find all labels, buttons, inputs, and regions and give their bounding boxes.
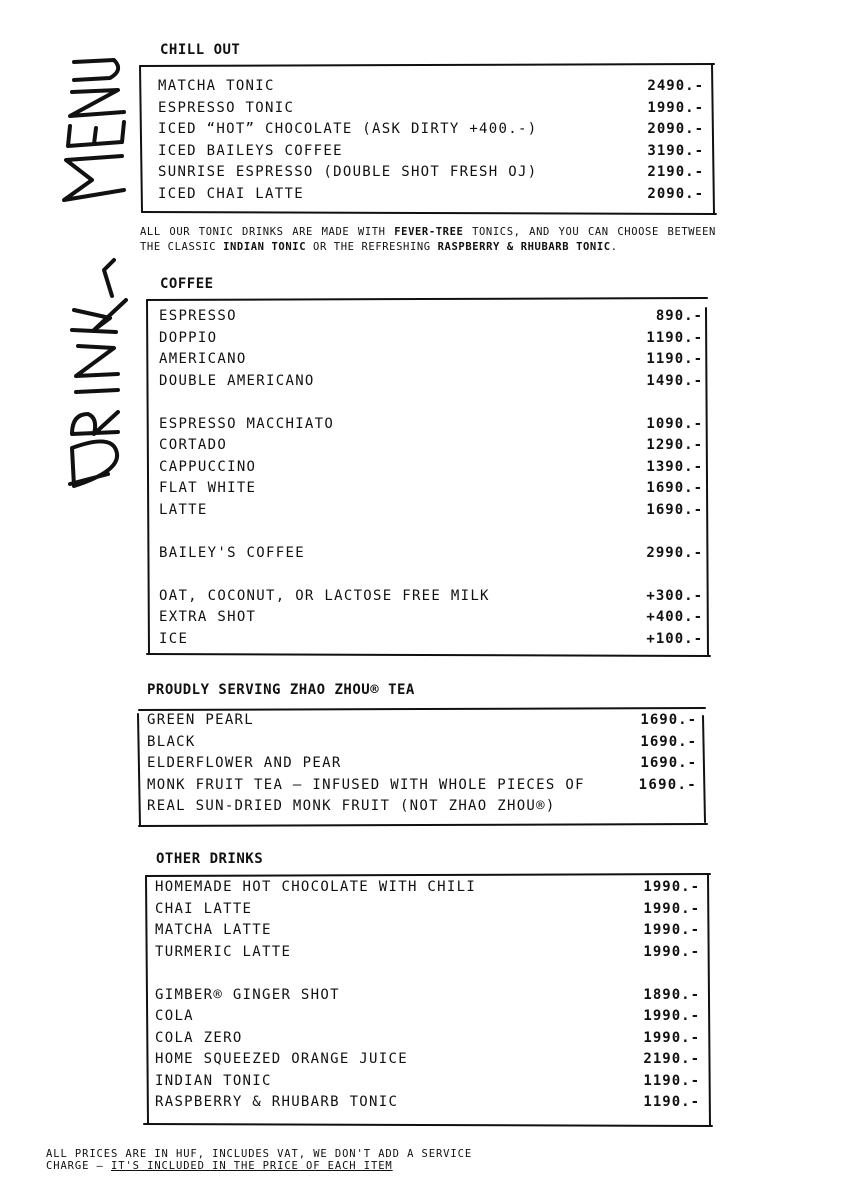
item-price: 1490.- — [646, 372, 703, 389]
note-text: TONICS, AND YOU CAN CHOOSE BETWEEN THE CLASSIC — [140, 226, 716, 253]
item-price: 1190.- — [643, 1072, 700, 1089]
item-price: 1390.- — [646, 458, 703, 475]
item-name: MATCHA TONIC — [158, 78, 275, 94]
item-name: ESPRESSO — [159, 308, 237, 324]
item-price: 1990.- — [643, 922, 700, 938]
item-name: ELDERFLOWER AND PEAR — [147, 755, 342, 771]
item-price: 1990.- — [643, 1008, 700, 1024]
item-name: SUNRISE ESPRESSO (DOUBLE SHOT FRESH OJ) — [158, 164, 538, 180]
item-name: GIMBER® GINGER SHOT — [155, 986, 340, 1003]
spacer — [159, 564, 703, 586]
list-item — [159, 629, 703, 651]
list-item — [147, 732, 697, 754]
list-item — [147, 753, 697, 775]
item-price: 1090.- — [646, 415, 703, 432]
item-price: 1690.- — [640, 733, 697, 750]
item-price: 3190.- — [647, 142, 704, 159]
coffee-title: COFFEE — [160, 276, 214, 292]
item-name: DOUBLE AMERICANO — [159, 372, 315, 389]
list-item — [159, 414, 703, 436]
item-name: OAT, COCONUT, OR LACTOSE FREE MILK — [159, 587, 490, 604]
spacer — [159, 392, 703, 414]
list-item — [155, 1071, 700, 1093]
note-highlight: INDIAN TONIC — [223, 241, 307, 253]
item-name: INDIAN TONIC — [155, 1072, 272, 1089]
chill-out-title: CHILL OUT — [160, 42, 241, 58]
item-price: 1690.- — [638, 776, 697, 793]
tea-box — [135, 706, 707, 830]
list-item — [147, 710, 697, 732]
list-item — [159, 586, 703, 608]
list-item — [159, 306, 703, 328]
list-item — [155, 877, 700, 899]
drink-menu-title-lettering — [14, 30, 134, 500]
item-name: HOME SQUEEZED ORANGE JUICE — [155, 1051, 408, 1067]
list-item — [159, 371, 703, 393]
item-name: EXTRA SHOT — [159, 609, 257, 625]
list-item — [159, 435, 703, 457]
other-drinks-box — [142, 872, 712, 1128]
list-item — [159, 349, 703, 371]
item-name: BLACK — [147, 733, 196, 750]
item-name: GREEN PEARL — [147, 712, 255, 728]
item-price: +100.- — [646, 630, 703, 647]
item-price: 2090.- — [647, 121, 704, 137]
note-brand: FEVER-TREE — [394, 226, 464, 238]
item-name: BAILEY'S COFFEE — [159, 544, 305, 561]
list-item — [158, 76, 704, 98]
price-footnote — [46, 1148, 472, 1172]
list-item — [159, 328, 703, 350]
list-item — [155, 899, 700, 921]
list-item — [159, 457, 703, 479]
item-name: COLA — [155, 1008, 194, 1024]
list-item — [155, 1049, 700, 1071]
item-name: TURMERIC LATTE — [155, 943, 292, 960]
item-price: 1690.- — [646, 501, 703, 518]
item-price: 1690.- — [640, 712, 697, 728]
item-name: COLA ZERO — [155, 1029, 243, 1046]
item-price: 1690.- — [646, 480, 703, 496]
footnote-underlined: IT'S INCLUDED IN THE PRICE OF EACH ITEM — [111, 1160, 393, 1172]
item-name: MONK FRUIT TEA — INFUSED WITH WHOLE PIECES OF REAL SUN-DRIED MONK FRUIT (NOT ZHAO ZHOU®) — [147, 776, 585, 814]
footnote-prefix: CHARGE — — [46, 1160, 111, 1172]
list-item — [159, 607, 703, 629]
list-item — [158, 184, 704, 206]
item-price: +400.- — [646, 609, 703, 625]
item-price: 2990.- — [646, 544, 703, 561]
item-price: 1190.- — [643, 1094, 700, 1110]
list-item — [159, 500, 703, 522]
list-item — [155, 1092, 700, 1114]
item-name: DOPPIO — [159, 329, 218, 346]
item-name: ICED BAILEYS COFFEE — [158, 142, 343, 159]
item-name: CORTADO — [159, 437, 228, 453]
list-item — [155, 1006, 700, 1028]
item-name: LATTE — [159, 501, 208, 518]
item-price: +300.- — [646, 587, 703, 604]
list-item — [158, 141, 704, 163]
item-price: 2190.- — [647, 164, 704, 180]
item-name: ICE — [159, 630, 189, 647]
note-text: OR THE REFRESHING — [306, 241, 438, 253]
item-price: 1990.- — [647, 99, 704, 116]
spacer — [155, 963, 700, 985]
footnote-line-2 — [46, 1160, 472, 1172]
item-price: 1990.- — [643, 1029, 700, 1046]
item-price: 2490.- — [647, 78, 704, 94]
item-price: 2190.- — [643, 1051, 700, 1067]
spacer — [159, 521, 703, 543]
tea-title: PROUDLY SERVING ZHAO ZHOU® TEA — [147, 682, 415, 698]
list-item — [155, 985, 700, 1007]
list-item — [158, 162, 704, 184]
list-item — [158, 98, 704, 120]
item-name: RASPBERRY & RHUBARB TONIC — [155, 1094, 399, 1110]
item-name: ESPRESSO MACCHIATO — [159, 415, 335, 432]
item-price: 1990.- — [643, 900, 700, 917]
list-item — [155, 920, 700, 942]
list-item — [158, 119, 704, 141]
item-name: CHAI LATTE — [155, 900, 253, 917]
item-name: MATCHA LATTE — [155, 922, 272, 938]
item-price: 2090.- — [647, 185, 704, 202]
other-drinks-title: OTHER DRINKS — [156, 851, 264, 867]
item-name: ESPRESSO TONIC — [158, 99, 295, 116]
item-name: ICED “HOT” CHOCOLATE (ASK DIRTY +400.-) — [158, 121, 538, 137]
item-price: 1190.- — [646, 351, 703, 367]
list-item — [159, 478, 703, 500]
list-item — [147, 775, 697, 818]
item-name: CAPPUCCINO — [159, 458, 257, 475]
item-price: 890.- — [655, 308, 703, 324]
item-name: HOMEMADE HOT CHOCOLATE WITH CHILI — [155, 879, 477, 895]
note-text: ALL OUR TONIC DRINKS ARE MADE WITH — [140, 226, 395, 238]
list-item — [155, 1028, 700, 1050]
note-text: . — [610, 241, 618, 253]
item-name: FLAT WHITE — [159, 480, 257, 496]
item-price: 1990.- — [643, 879, 700, 895]
item-name: AMERICANO — [159, 351, 247, 367]
tonic-note — [140, 225, 716, 255]
item-price: 1690.- — [640, 755, 697, 771]
coffee-box — [145, 296, 710, 658]
item-price: 1890.- — [643, 986, 700, 1003]
note-highlight: RASPBERRY & RHUBARB TONIC — [437, 241, 611, 253]
footnote-line-1: ALL PRICES ARE IN HUF, INCLUDES VAT, WE DON'T ADD A SERVICE — [46, 1148, 473, 1160]
item-price: 1990.- — [643, 943, 700, 960]
item-price: 1290.- — [646, 437, 703, 453]
list-item — [155, 942, 700, 964]
item-price: 1190.- — [646, 329, 703, 346]
chill-out-box — [138, 62, 716, 216]
list-item — [159, 543, 703, 565]
item-name: ICED CHAI LATTE — [158, 185, 304, 202]
